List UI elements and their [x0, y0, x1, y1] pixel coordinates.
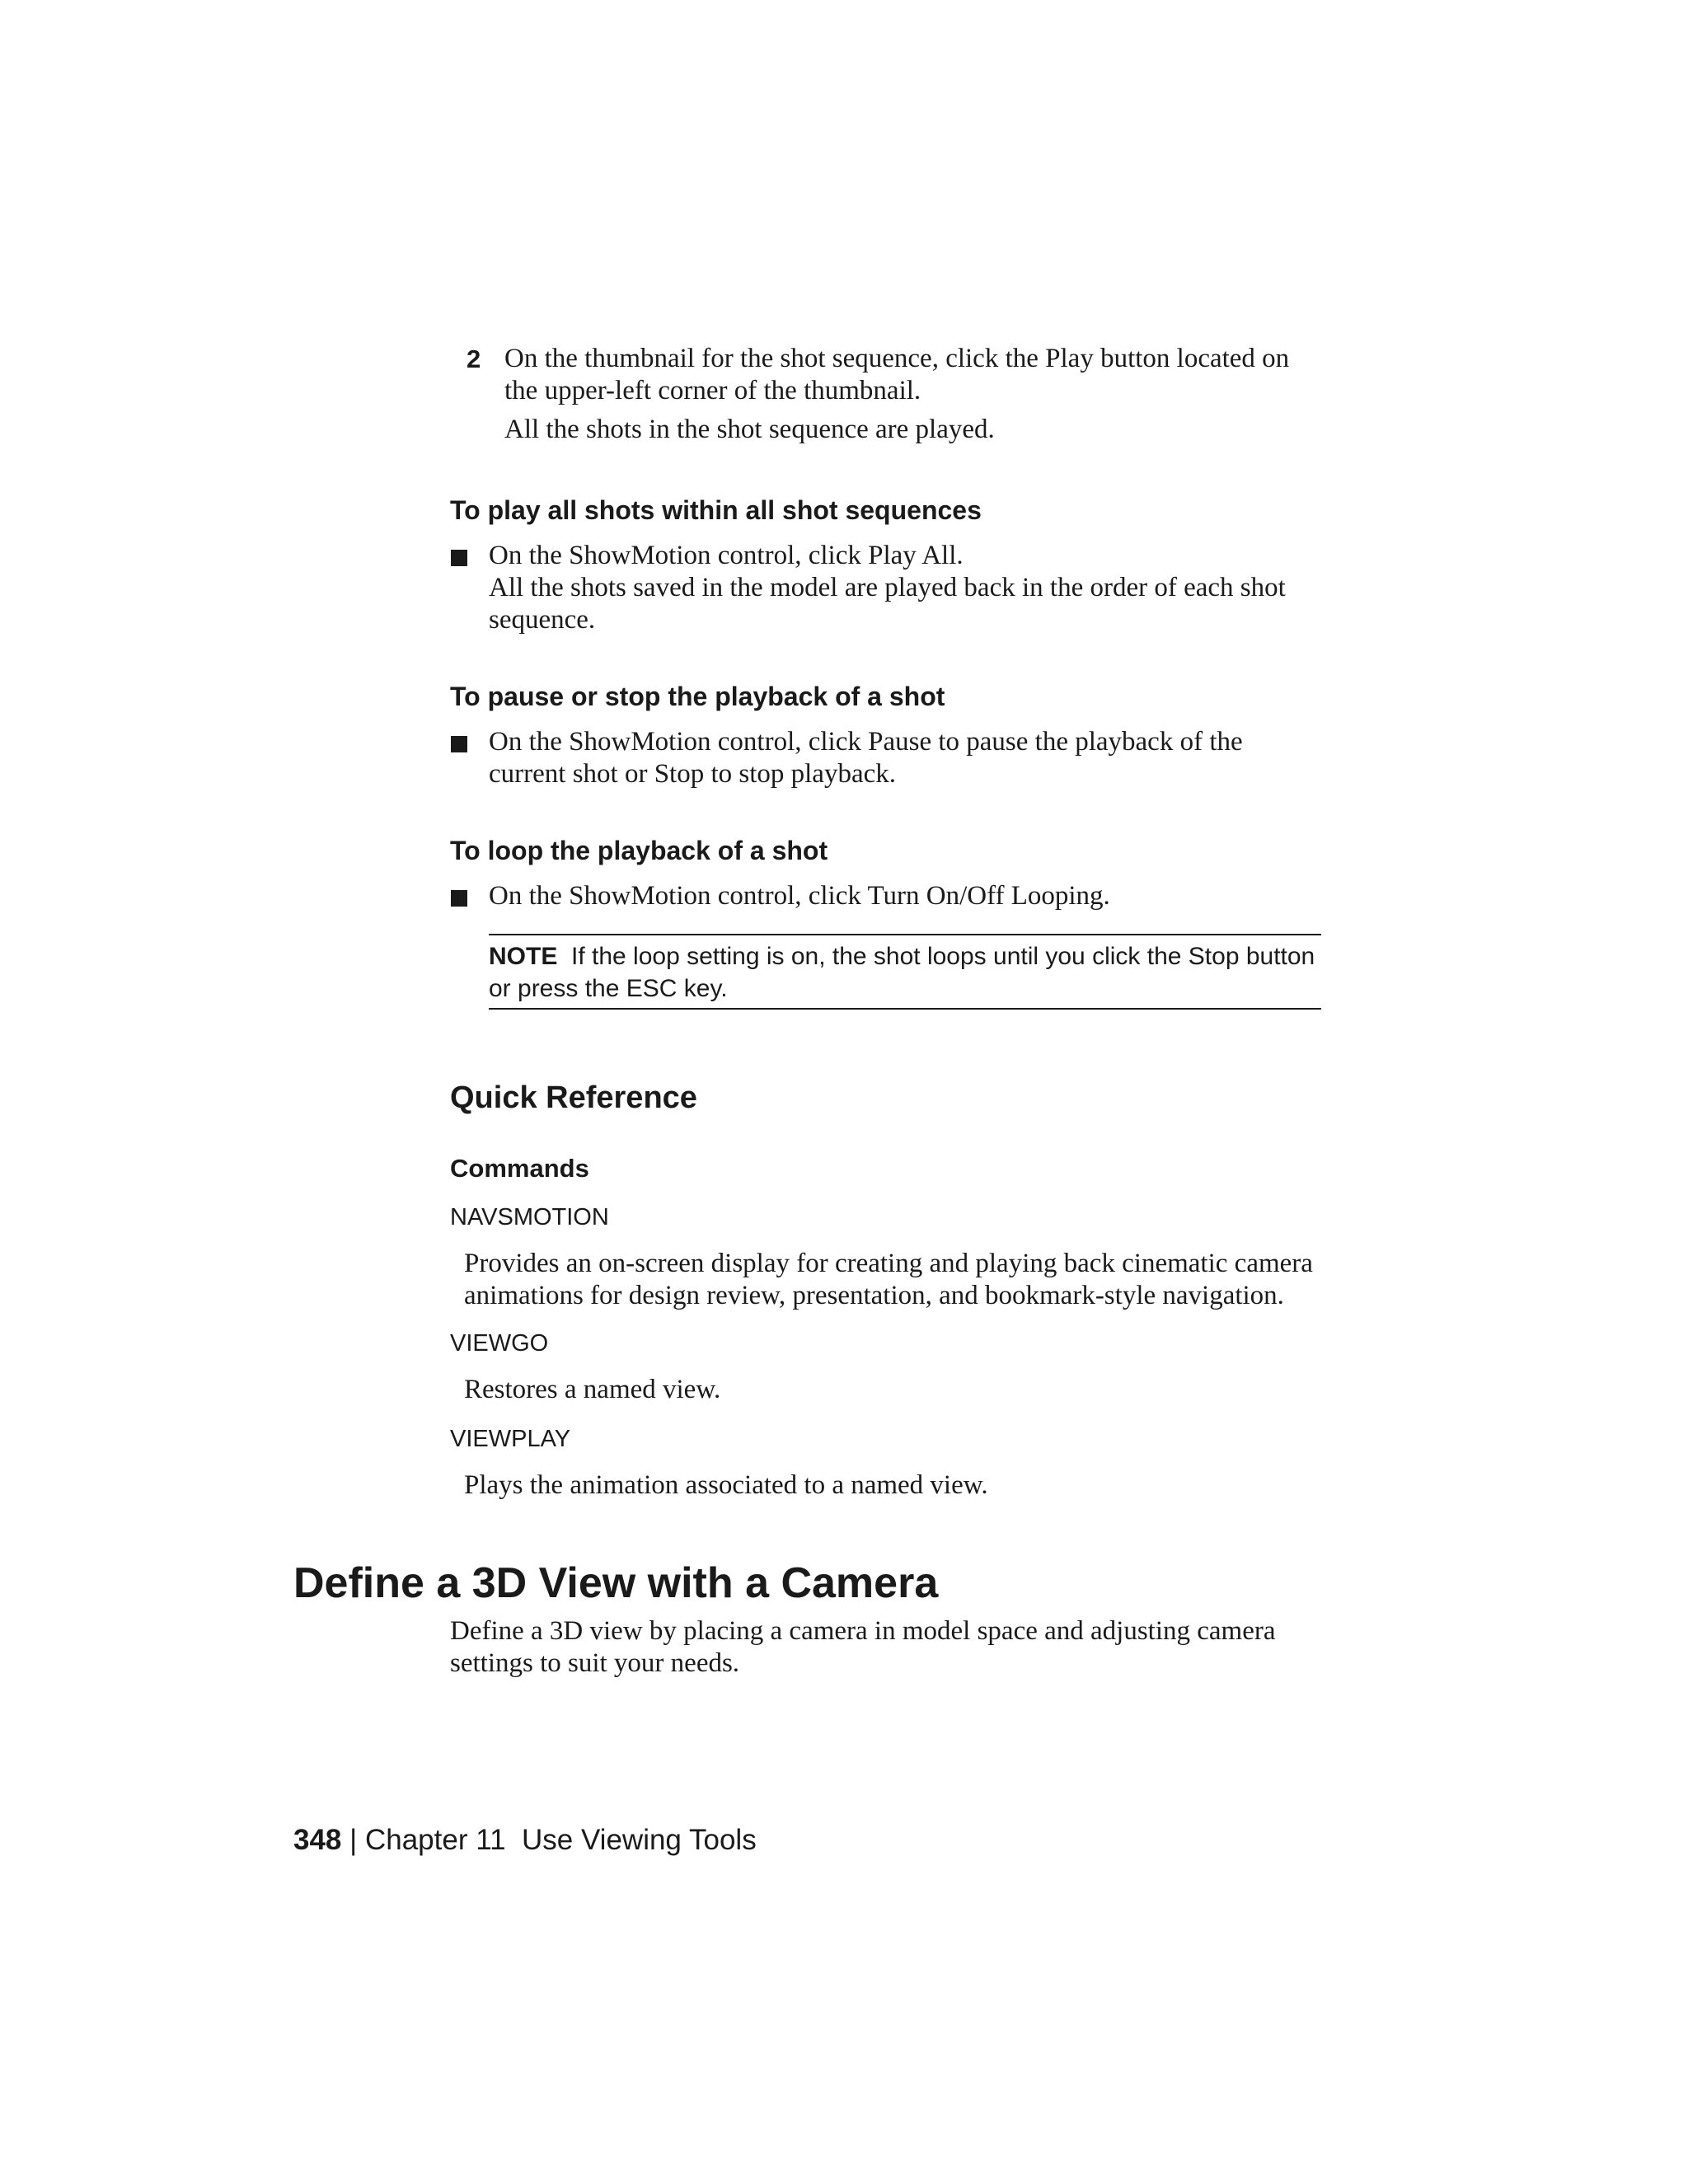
footer-chapter-title: Use Viewing Tools — [522, 1824, 757, 1856]
procedure-heading-pause-stop: To pause or stop the playback of a shot — [450, 682, 945, 711]
command-name-navsmotion: NAVSMOTION — [450, 1204, 609, 1230]
note — [489, 940, 1321, 1005]
step-result: All the shots in the shot sequence are played. — [504, 415, 995, 444]
page-footer — [293, 1823, 757, 1858]
section-title: Define a 3D View with a Camera — [293, 1559, 939, 1607]
footer-separator: | — [349, 1824, 358, 1856]
commands-heading: Commands — [450, 1154, 589, 1183]
quick-reference-heading: Quick Reference — [450, 1080, 697, 1115]
note-label: NOTE — [489, 943, 558, 970]
command-description-navsmotion: Provides an on-screen display for creating and playing back cinematic camera animations for design review, presentation, and bookmark-style navigation. — [464, 1249, 1313, 1310]
page-number: 348 — [293, 1824, 342, 1856]
note-top-rule — [489, 934, 1321, 935]
procedure-step-pause-stop: On the ShowMotion control, click Pause to pause the playback of the current shot or Stop to stop playback. — [489, 727, 1243, 789]
procedure-heading-loop: To loop the playback of a shot — [450, 836, 828, 865]
section-intro: Define a 3D view by placing a camera in model space and adjusting camera settings to suit your needs. — [450, 1616, 1276, 1678]
bullet-marker — [451, 550, 467, 566]
procedure-step-play-all: On the ShowMotion control, click Play All. — [489, 541, 964, 570]
note-bottom-rule — [489, 1008, 1321, 1010]
procedure-result-play-all: All the shots saved in the model are played back in the order of each shot sequence. — [489, 573, 1286, 635]
command-name-viewplay: VIEWPLAY — [450, 1426, 571, 1452]
footer-chapter: Chapter 11 — [364, 1824, 506, 1856]
procedure-step-loop: On the ShowMotion control, click Turn On/Off Looping. — [489, 881, 1110, 911]
procedure-heading-play-all: To play all shots within all shot sequences — [450, 495, 982, 525]
bullet-marker — [451, 736, 467, 752]
bullet-marker — [451, 890, 467, 907]
note-text: If the loop setting is on, the shot loops until you click the Stop button or press the ESC key. — [489, 943, 1315, 1002]
command-description-viewplay: Plays the animation associated to a named view. — [464, 1470, 988, 1500]
command-name-viewgo: VIEWGO — [450, 1330, 549, 1357]
command-description-viewgo: Restores a named view. — [464, 1375, 721, 1404]
step-text: On the thumbnail for the shot sequence, click the Play button located on the upper-left corner of the thumbnail. — [504, 344, 1290, 405]
step-number: 2 — [467, 344, 481, 373]
